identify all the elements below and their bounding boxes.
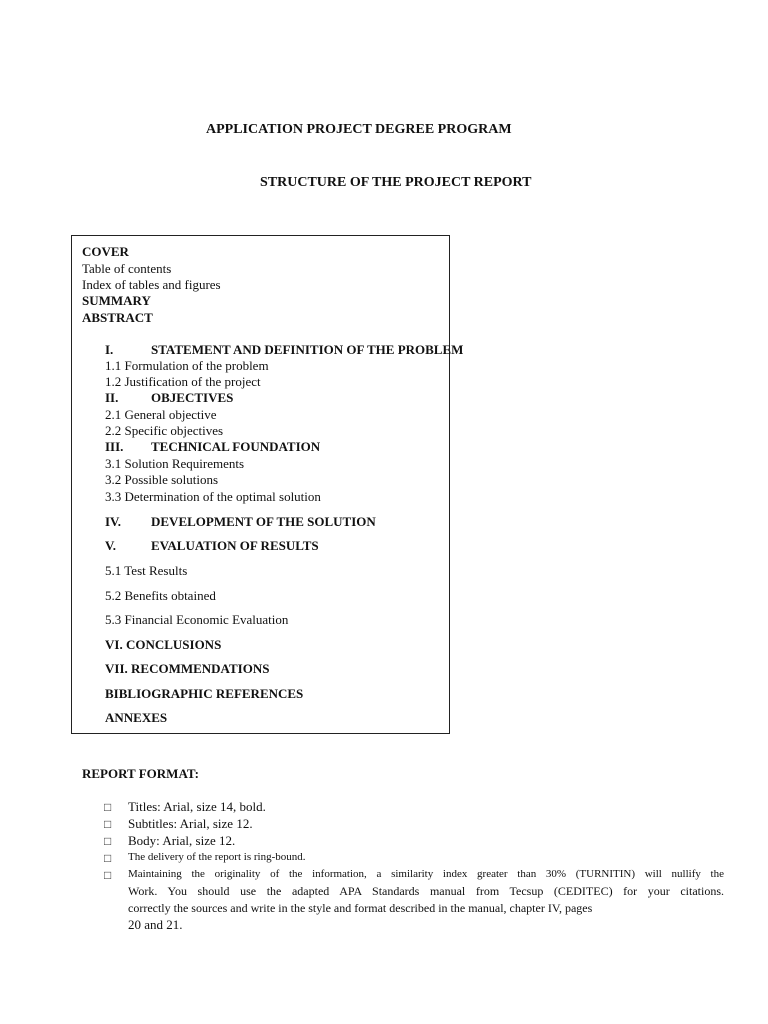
originality-line: correctly the sources and write in the style and format described in the manual, chapter IV, pages [128, 901, 593, 915]
toc-cover: COVER [82, 244, 129, 259]
format-item-originality [128, 866, 724, 917]
format-item-body: Body: Arial, size 12. [128, 833, 236, 848]
toc-section-3 [105, 439, 320, 455]
report-title: STRUCTURE OF THE PROJECT REPORT [260, 175, 532, 190]
toc-abstract: ABSTRACT [82, 310, 153, 325]
section-title: STATEMENT AND DEFINITION OF THE PROBLEM [151, 342, 464, 357]
toc-item: 2.1 General objective [105, 407, 217, 422]
checkbox-bullet-icon: □ [104, 834, 112, 848]
toc-item: 3.3 Determination of the optimal solution [105, 489, 321, 504]
format-item-subtitles: Subtitles: Arial, size 12. [128, 816, 253, 831]
section-title: OBJECTIVES [151, 390, 234, 405]
section-title: DEVELOPMENT OF THE SOLUTION [151, 514, 376, 529]
toc-section-2 [105, 390, 233, 406]
toc-section-4 [105, 514, 376, 530]
toc-index-tables: Index of tables and figures [82, 277, 221, 292]
toc-section-1 [105, 342, 463, 358]
section-number: I. [105, 342, 114, 357]
report-format-heading: REPORT FORMAT: [82, 766, 199, 781]
format-item-delivery: The delivery of the report is ring-bound. [128, 851, 306, 863]
checkbox-bullet-icon: □ [104, 817, 112, 831]
toc-item: 5.1 Test Results [105, 563, 188, 578]
checkbox-bullet-icon: □ [104, 800, 112, 814]
originality-line: Work. You should use the adapted APA Standards manual from Tecsup (CEDITEC) for your citations. [128, 884, 724, 898]
toc-item: 5.2 Benefits obtained [105, 588, 216, 603]
toc-table-of-contents: Table of contents [82, 261, 172, 276]
section-number: V. [105, 538, 116, 553]
originality-line-pages: 20 and 21. [128, 917, 183, 932]
toc-item: 1.2 Justification of the project [105, 374, 261, 389]
checkbox-bullet-icon: □ [104, 851, 112, 865]
format-item-titles: Titles: Arial, size 14, bold. [128, 799, 266, 814]
toc-bibliographic-references: BIBLIOGRAPHIC REFERENCES [105, 686, 304, 701]
toc-item: 3.1 Solution Requirements [105, 456, 245, 471]
toc-item: 2.2 Specific objectives [105, 423, 224, 438]
program-title: APPLICATION PROJECT DEGREE PROGRAM [206, 122, 512, 137]
toc-conclusions: VI. CONCLUSIONS [105, 637, 222, 652]
section-number: III. [105, 439, 124, 454]
section-number: IV. [105, 514, 122, 529]
section-number: II. [105, 390, 119, 405]
section-title: EVALUATION OF RESULTS [151, 538, 319, 553]
toc-item: 1.1 Formulation of the problem [105, 358, 269, 373]
toc-annexes: ANNEXES [105, 710, 168, 725]
toc-recommendations: VII. RECOMMENDATIONS [105, 661, 270, 676]
toc-item: 5.3 Financial Economic Evaluation [105, 612, 289, 627]
toc-summary: SUMMARY [82, 293, 151, 308]
toc-item: 3.2 Possible solutions [105, 472, 219, 487]
section-title: TECHNICAL FOUNDATION [151, 439, 321, 454]
checkbox-bullet-icon: □ [104, 868, 112, 882]
originality-line: Maintaining the originality of the information, a similarity index greater than 30% (TURNITIN) will nullify the [128, 868, 724, 880]
toc-section-5 [105, 538, 319, 554]
